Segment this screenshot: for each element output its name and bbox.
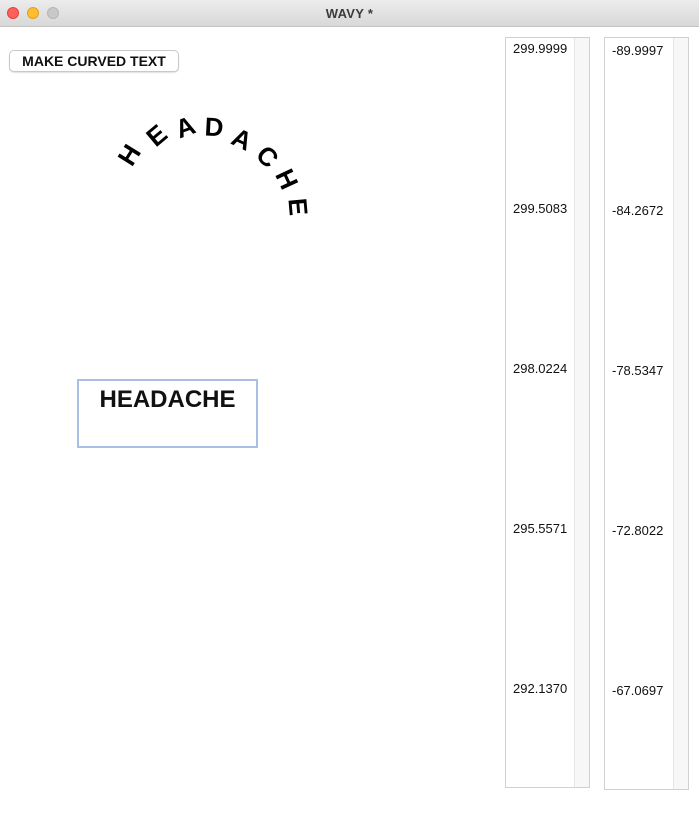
make-curved-text-button[interactable]: MAKE CURVED TEXT <box>9 50 179 72</box>
curved-letter: H <box>269 164 305 194</box>
text-input-box[interactable] <box>77 379 258 448</box>
curved-letter: E <box>140 118 173 153</box>
curved-letter: D <box>203 111 225 143</box>
value-cell: -78.5347 <box>612 363 664 378</box>
curved-letter: E <box>282 196 314 217</box>
value-cell: 299.9999 <box>513 41 568 56</box>
curved-letter: A <box>171 109 200 145</box>
value-cell: -67.0697 <box>612 683 664 698</box>
curved-letter: H <box>111 138 147 171</box>
curved-letter: C <box>250 139 285 174</box>
text-box-value: HEADACHE <box>99 386 236 413</box>
values-column-right[interactable] <box>604 37 689 790</box>
scrollbar[interactable] <box>673 38 688 789</box>
value-cell: -72.8022 <box>612 523 664 538</box>
values-column-left[interactable] <box>505 37 590 788</box>
curved-text <box>0 0 499 260</box>
value-cell: 298.0224 <box>513 361 568 376</box>
curved-letter: A <box>227 121 257 157</box>
value-cell: 295.5571 <box>513 521 568 536</box>
value-cell: -84.2672 <box>612 203 664 218</box>
value-cell: 299.5083 <box>513 201 568 216</box>
window-title: WAVY * <box>325 6 374 21</box>
value-cell: 292.1370 <box>513 681 568 696</box>
scrollbar[interactable] <box>574 38 589 787</box>
value-cell: -89.9997 <box>612 43 664 58</box>
